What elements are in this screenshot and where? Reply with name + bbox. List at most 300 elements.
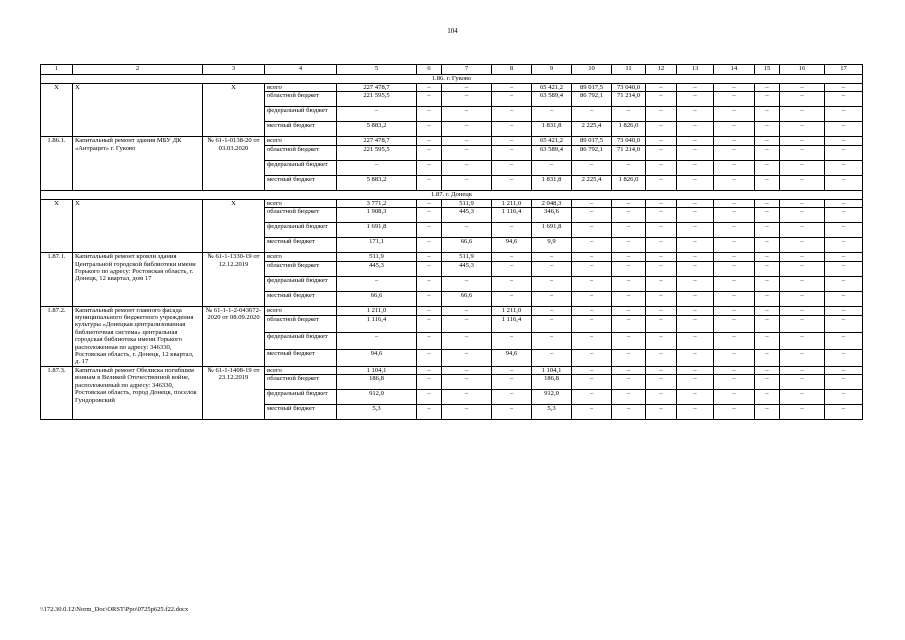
value-cell: – (612, 405, 646, 420)
value-cell: 1 116,4 (337, 316, 417, 333)
value-cell: – (677, 92, 714, 107)
value-cell: – (755, 223, 780, 238)
value-cell: – (780, 375, 825, 390)
value-cell: 65 421,2 (532, 137, 572, 145)
value-cell: 86 792,1 (572, 145, 612, 160)
value-cell: – (780, 160, 825, 175)
column-header: 13 (677, 65, 714, 75)
value-cell: – (755, 84, 780, 92)
value-cell: – (417, 349, 442, 366)
value-cell: 94,6 (492, 349, 532, 366)
value-cell: – (532, 349, 572, 366)
value-cell: – (714, 92, 755, 107)
value-cell: 1 211,0 (492, 306, 532, 315)
value-cell: – (825, 390, 863, 405)
value-cell: – (492, 375, 532, 390)
value-cell: – (612, 276, 646, 291)
column-header: 7 (442, 65, 492, 75)
value-cell: – (780, 405, 825, 420)
value-cell: – (532, 333, 572, 350)
value-cell: – (714, 306, 755, 315)
value-cell: – (714, 238, 755, 253)
value-cell: – (612, 107, 646, 122)
value-cell: – (825, 366, 863, 374)
value-cell: – (572, 208, 612, 223)
value-cell: 1 211,0 (337, 306, 417, 315)
value-cell: 66,6 (442, 291, 492, 306)
value-cell: – (492, 145, 532, 160)
value-cell: – (755, 333, 780, 350)
object-name-cell: Х (73, 84, 203, 137)
document-cell: № 61-1-1330-19 от 12.12.2019 (203, 253, 265, 306)
value-cell: 221 595,5 (337, 92, 417, 107)
value-cell: – (677, 316, 714, 333)
value-cell: – (646, 333, 677, 350)
funding-source-cell: федеральный бюджет (265, 333, 337, 350)
value-cell: – (417, 175, 442, 190)
row-number-cell: Х (41, 199, 73, 252)
value-cell: – (677, 291, 714, 306)
value-cell: – (677, 333, 714, 350)
value-cell: 511,9 (442, 199, 492, 207)
value-cell: – (755, 199, 780, 207)
value-cell: – (714, 405, 755, 420)
value-cell: – (646, 276, 677, 291)
value-cell: – (612, 261, 646, 276)
value-cell: – (755, 291, 780, 306)
value-cell: – (572, 375, 612, 390)
funding-source-cell: областной бюджет (265, 145, 337, 160)
table-row (41, 366, 863, 374)
object-name-cell: Капитальный ремонт Обелиска погибшим воинам в Великой Отечественной войне, расположенный по адресу: 346330, Ростовская область, город Донецк, поселок Гундоровский (73, 366, 203, 419)
value-cell: – (646, 92, 677, 107)
value-cell: – (714, 122, 755, 137)
value-cell: – (780, 137, 825, 145)
column-header: 12 (646, 65, 677, 75)
value-cell: – (612, 375, 646, 390)
value-cell: – (677, 160, 714, 175)
funding-source-cell: областной бюджет (265, 261, 337, 276)
value-cell: 63 589,4 (532, 145, 572, 160)
value-cell: 445,3 (442, 208, 492, 223)
value-cell: – (646, 291, 677, 306)
value-cell: – (677, 375, 714, 390)
value-cell: – (532, 253, 572, 261)
table-row (41, 137, 863, 145)
value-cell: – (492, 160, 532, 175)
value-cell: – (417, 208, 442, 223)
value-cell: – (612, 333, 646, 350)
column-header: 8 (492, 65, 532, 75)
value-cell: – (417, 84, 442, 92)
value-cell: 1 826,0 (612, 122, 646, 137)
row-number-cell: 1.86.1. (41, 137, 73, 190)
document-cell: Х (203, 199, 265, 252)
value-cell: – (714, 366, 755, 374)
value-cell: – (417, 390, 442, 405)
row-number-cell: 1.87.1. (41, 253, 73, 306)
value-cell: – (612, 223, 646, 238)
value-cell: – (572, 238, 612, 253)
value-cell: – (442, 145, 492, 160)
funding-source-cell: местный бюджет (265, 349, 337, 366)
value-cell: 89 017,5 (572, 137, 612, 145)
value-cell: – (417, 199, 442, 207)
column-header: 11 (612, 65, 646, 75)
value-cell: – (492, 291, 532, 306)
document-cell: № 61-1-0138-20 от 03.03.2020 (203, 137, 265, 190)
value-cell: – (572, 306, 612, 315)
value-cell: – (572, 261, 612, 276)
funding-source-cell: федеральный бюджет (265, 390, 337, 405)
value-cell: 9,9 (532, 238, 572, 253)
value-cell: – (572, 107, 612, 122)
column-header: 10 (572, 65, 612, 75)
value-cell: – (442, 349, 492, 366)
row-number-cell: Х (41, 84, 73, 137)
value-cell: – (646, 160, 677, 175)
value-cell: – (825, 145, 863, 160)
value-cell: – (825, 405, 863, 420)
value-cell: – (492, 84, 532, 92)
value-cell: 1 831,8 (532, 175, 572, 190)
column-header: 2 (73, 65, 203, 75)
value-cell: – (714, 175, 755, 190)
value-cell: 73 040,0 (612, 84, 646, 92)
value-cell: – (646, 175, 677, 190)
value-cell: 5 883,2 (337, 122, 417, 137)
value-cell: – (780, 253, 825, 261)
value-cell: – (417, 276, 442, 291)
value-cell: – (780, 390, 825, 405)
funding-source-cell: областной бюджет (265, 316, 337, 333)
object-name-cell: Капитальный ремонт главного фасада муниципального бюджетного учреждения культуры «Донецкая централизованная библиотечная система» центральная городская библиотека имени Горького расположенная по адресу: 346330, Ростовская область, г. Донецк, 12 квартал, д. 17 (73, 306, 203, 366)
value-cell: – (492, 92, 532, 107)
value-cell: 3 771,2 (337, 199, 417, 207)
value-cell: – (572, 366, 612, 374)
value-cell: – (780, 261, 825, 276)
value-cell: – (825, 223, 863, 238)
value-cell: – (825, 92, 863, 107)
value-cell: – (714, 137, 755, 145)
section-header-row (41, 190, 863, 199)
value-cell: – (714, 276, 755, 291)
value-cell: – (780, 84, 825, 92)
value-cell: 89 017,5 (572, 84, 612, 92)
row-number-cell: 1.87.3. (41, 366, 73, 419)
value-cell: – (677, 199, 714, 207)
value-cell: – (492, 223, 532, 238)
value-cell: – (646, 107, 677, 122)
table-row (41, 306, 863, 315)
value-cell: – (417, 261, 442, 276)
value-cell: – (677, 276, 714, 291)
value-cell: – (572, 199, 612, 207)
value-cell: – (755, 253, 780, 261)
value-cell: 221 595,5 (337, 145, 417, 160)
value-cell: – (492, 122, 532, 137)
value-cell: – (755, 306, 780, 315)
funding-source-cell: местный бюджет (265, 122, 337, 137)
value-cell: 1 908,3 (337, 208, 417, 223)
value-cell: – (532, 160, 572, 175)
value-cell: – (825, 276, 863, 291)
value-cell: – (532, 276, 572, 291)
value-cell: – (337, 276, 417, 291)
funding-source-cell: всего (265, 366, 337, 374)
value-cell: – (677, 253, 714, 261)
value-cell: – (442, 223, 492, 238)
value-cell: – (572, 276, 612, 291)
value-cell: – (492, 253, 532, 261)
value-cell: 227 478,7 (337, 84, 417, 92)
column-header: 15 (755, 65, 780, 75)
value-cell: 94,6 (492, 238, 532, 253)
value-cell: – (572, 223, 612, 238)
value-cell: – (755, 107, 780, 122)
object-name-cell: Капитальный ремонт кровли здания Центральной городской библиотеки имени Горького по адресу: Ростовская область, г. Донецк, 12 квартал, дом 17 (73, 253, 203, 306)
value-cell: – (646, 223, 677, 238)
value-cell: – (612, 199, 646, 207)
value-cell: – (572, 390, 612, 405)
column-header: 6 (417, 65, 442, 75)
column-header: 4 (265, 65, 337, 75)
value-cell: 186,8 (532, 375, 572, 390)
value-cell: – (612, 291, 646, 306)
document-cell: № 61-1-1-2-043672-2020 от 08.09.2020 (203, 306, 265, 366)
value-cell: – (442, 366, 492, 374)
value-cell: – (825, 316, 863, 333)
funding-source-cell: всего (265, 137, 337, 145)
value-cell: – (755, 375, 780, 390)
value-cell: 186,8 (337, 375, 417, 390)
value-cell: – (825, 137, 863, 145)
value-cell: – (825, 238, 863, 253)
value-cell: – (780, 122, 825, 137)
column-header: 16 (780, 65, 825, 75)
value-cell: – (532, 291, 572, 306)
value-cell: – (825, 333, 863, 350)
column-header: 1 (41, 65, 73, 75)
value-cell: – (646, 137, 677, 145)
value-cell: – (646, 253, 677, 261)
value-cell: – (612, 253, 646, 261)
table-row (41, 84, 863, 92)
value-cell: – (780, 349, 825, 366)
value-cell: 86 792,1 (572, 92, 612, 107)
funding-source-cell: областной бюджет (265, 375, 337, 390)
value-cell: 71 214,0 (612, 92, 646, 107)
funding-source-cell: федеральный бюджет (265, 223, 337, 238)
value-cell: – (714, 316, 755, 333)
value-cell: – (755, 316, 780, 333)
value-cell: – (572, 316, 612, 333)
value-cell: 5,3 (532, 405, 572, 420)
value-cell: – (492, 261, 532, 276)
value-cell: – (755, 160, 780, 175)
value-cell: – (677, 238, 714, 253)
document-cell: Х (203, 84, 265, 137)
value-cell: – (572, 291, 612, 306)
value-cell: – (417, 253, 442, 261)
value-cell: – (825, 160, 863, 175)
value-cell: – (755, 390, 780, 405)
column-header: 5 (337, 65, 417, 75)
value-cell: 1 826,0 (612, 175, 646, 190)
funding-source-cell: местный бюджет (265, 291, 337, 306)
value-cell: – (442, 390, 492, 405)
value-cell: – (612, 366, 646, 374)
value-cell: 511,9 (337, 253, 417, 261)
value-cell: – (714, 390, 755, 405)
value-cell: – (714, 208, 755, 223)
value-cell: – (825, 349, 863, 366)
value-cell: – (492, 405, 532, 420)
table-body (41, 65, 863, 420)
value-cell: – (714, 253, 755, 261)
value-cell: – (442, 137, 492, 145)
value-cell: – (612, 316, 646, 333)
value-cell: – (442, 333, 492, 350)
value-cell: – (714, 145, 755, 160)
value-cell: 65 421,2 (532, 84, 572, 92)
funding-source-cell: всего (265, 199, 337, 207)
value-cell: – (646, 316, 677, 333)
value-cell: – (780, 291, 825, 306)
column-header: 9 (532, 65, 572, 75)
value-cell: – (780, 276, 825, 291)
value-cell: – (755, 145, 780, 160)
value-cell: – (755, 349, 780, 366)
value-cell: – (677, 366, 714, 374)
value-cell: – (714, 107, 755, 122)
funding-source-cell: местный бюджет (265, 405, 337, 420)
value-cell: – (532, 306, 572, 315)
value-cell: – (677, 261, 714, 276)
value-cell: 63 589,4 (532, 92, 572, 107)
value-cell: – (714, 223, 755, 238)
value-cell: – (646, 208, 677, 223)
funding-source-cell: всего (265, 306, 337, 315)
funding-source-cell: местный бюджет (265, 175, 337, 190)
value-cell: – (572, 253, 612, 261)
header-row (41, 65, 863, 75)
column-header: 17 (825, 65, 863, 75)
value-cell: – (417, 238, 442, 253)
value-cell: – (492, 107, 532, 122)
value-cell: 1 116,4 (492, 208, 532, 223)
value-cell: 227 478,7 (337, 137, 417, 145)
value-cell: – (337, 160, 417, 175)
section-title: 1.86. г. Гуково (41, 75, 863, 84)
value-cell: – (646, 375, 677, 390)
value-cell: – (417, 405, 442, 420)
value-cell: – (646, 145, 677, 160)
value-cell: – (677, 107, 714, 122)
value-cell: 511,9 (442, 253, 492, 261)
value-cell: – (417, 291, 442, 306)
value-cell: 94,6 (337, 349, 417, 366)
funding-source-cell: всего (265, 84, 337, 92)
value-cell: – (492, 366, 532, 374)
value-cell: – (780, 316, 825, 333)
value-cell: 2 225,4 (572, 122, 612, 137)
value-cell: – (755, 405, 780, 420)
value-cell: – (646, 261, 677, 276)
value-cell: – (646, 405, 677, 420)
value-cell: – (417, 92, 442, 107)
table-row (41, 199, 863, 207)
value-cell: – (825, 253, 863, 261)
column-header: 3 (203, 65, 265, 75)
value-cell: – (442, 107, 492, 122)
funding-source-cell: федеральный бюджет (265, 107, 337, 122)
value-cell: – (417, 137, 442, 145)
value-cell: – (417, 223, 442, 238)
value-cell: – (492, 390, 532, 405)
value-cell: – (714, 84, 755, 92)
value-cell: – (442, 92, 492, 107)
value-cell: 346,6 (532, 208, 572, 223)
value-cell: – (612, 349, 646, 366)
value-cell: – (572, 349, 612, 366)
value-cell: – (337, 107, 417, 122)
value-cell: – (780, 107, 825, 122)
funding-source-cell: местный бюджет (265, 238, 337, 253)
value-cell: – (442, 160, 492, 175)
value-cell: 912,0 (337, 390, 417, 405)
value-cell: – (417, 107, 442, 122)
object-name-cell: Капитальный ремонт здания МБУ ДК «Антрацит» г. Гуково (73, 137, 203, 190)
row-number-cell: 1.87.2. (41, 306, 73, 366)
value-cell: 66,6 (442, 238, 492, 253)
value-cell: – (442, 405, 492, 420)
value-cell: – (677, 306, 714, 315)
value-cell: – (337, 333, 417, 350)
value-cell: – (825, 306, 863, 315)
value-cell: – (646, 306, 677, 315)
value-cell: – (755, 175, 780, 190)
value-cell: – (677, 349, 714, 366)
value-cell: 2 048,3 (532, 199, 572, 207)
funding-source-cell: всего (265, 253, 337, 261)
value-cell: – (417, 145, 442, 160)
value-cell: – (532, 316, 572, 333)
value-cell: 66,6 (337, 291, 417, 306)
value-cell: – (417, 375, 442, 390)
value-cell: – (492, 276, 532, 291)
value-cell: – (755, 208, 780, 223)
value-cell: – (612, 390, 646, 405)
value-cell: – (780, 145, 825, 160)
value-cell: – (825, 175, 863, 190)
value-cell: – (646, 390, 677, 405)
document-cell: № 61-1-1408-19 от 23.12.2019 (203, 366, 265, 419)
footer-path: \\172.30.0.12\Norm_Doc\ORST\Ppo\0725p625.f22.docx (40, 606, 189, 613)
value-cell: 445,3 (442, 261, 492, 276)
value-cell: – (677, 390, 714, 405)
value-cell: – (755, 276, 780, 291)
value-cell: – (780, 333, 825, 350)
value-cell: – (714, 333, 755, 350)
value-cell: – (442, 306, 492, 315)
value-cell: – (417, 306, 442, 315)
table-row (41, 253, 863, 261)
value-cell: – (780, 366, 825, 374)
value-cell: – (755, 92, 780, 107)
value-cell: – (677, 137, 714, 145)
value-cell: 71 214,0 (612, 145, 646, 160)
